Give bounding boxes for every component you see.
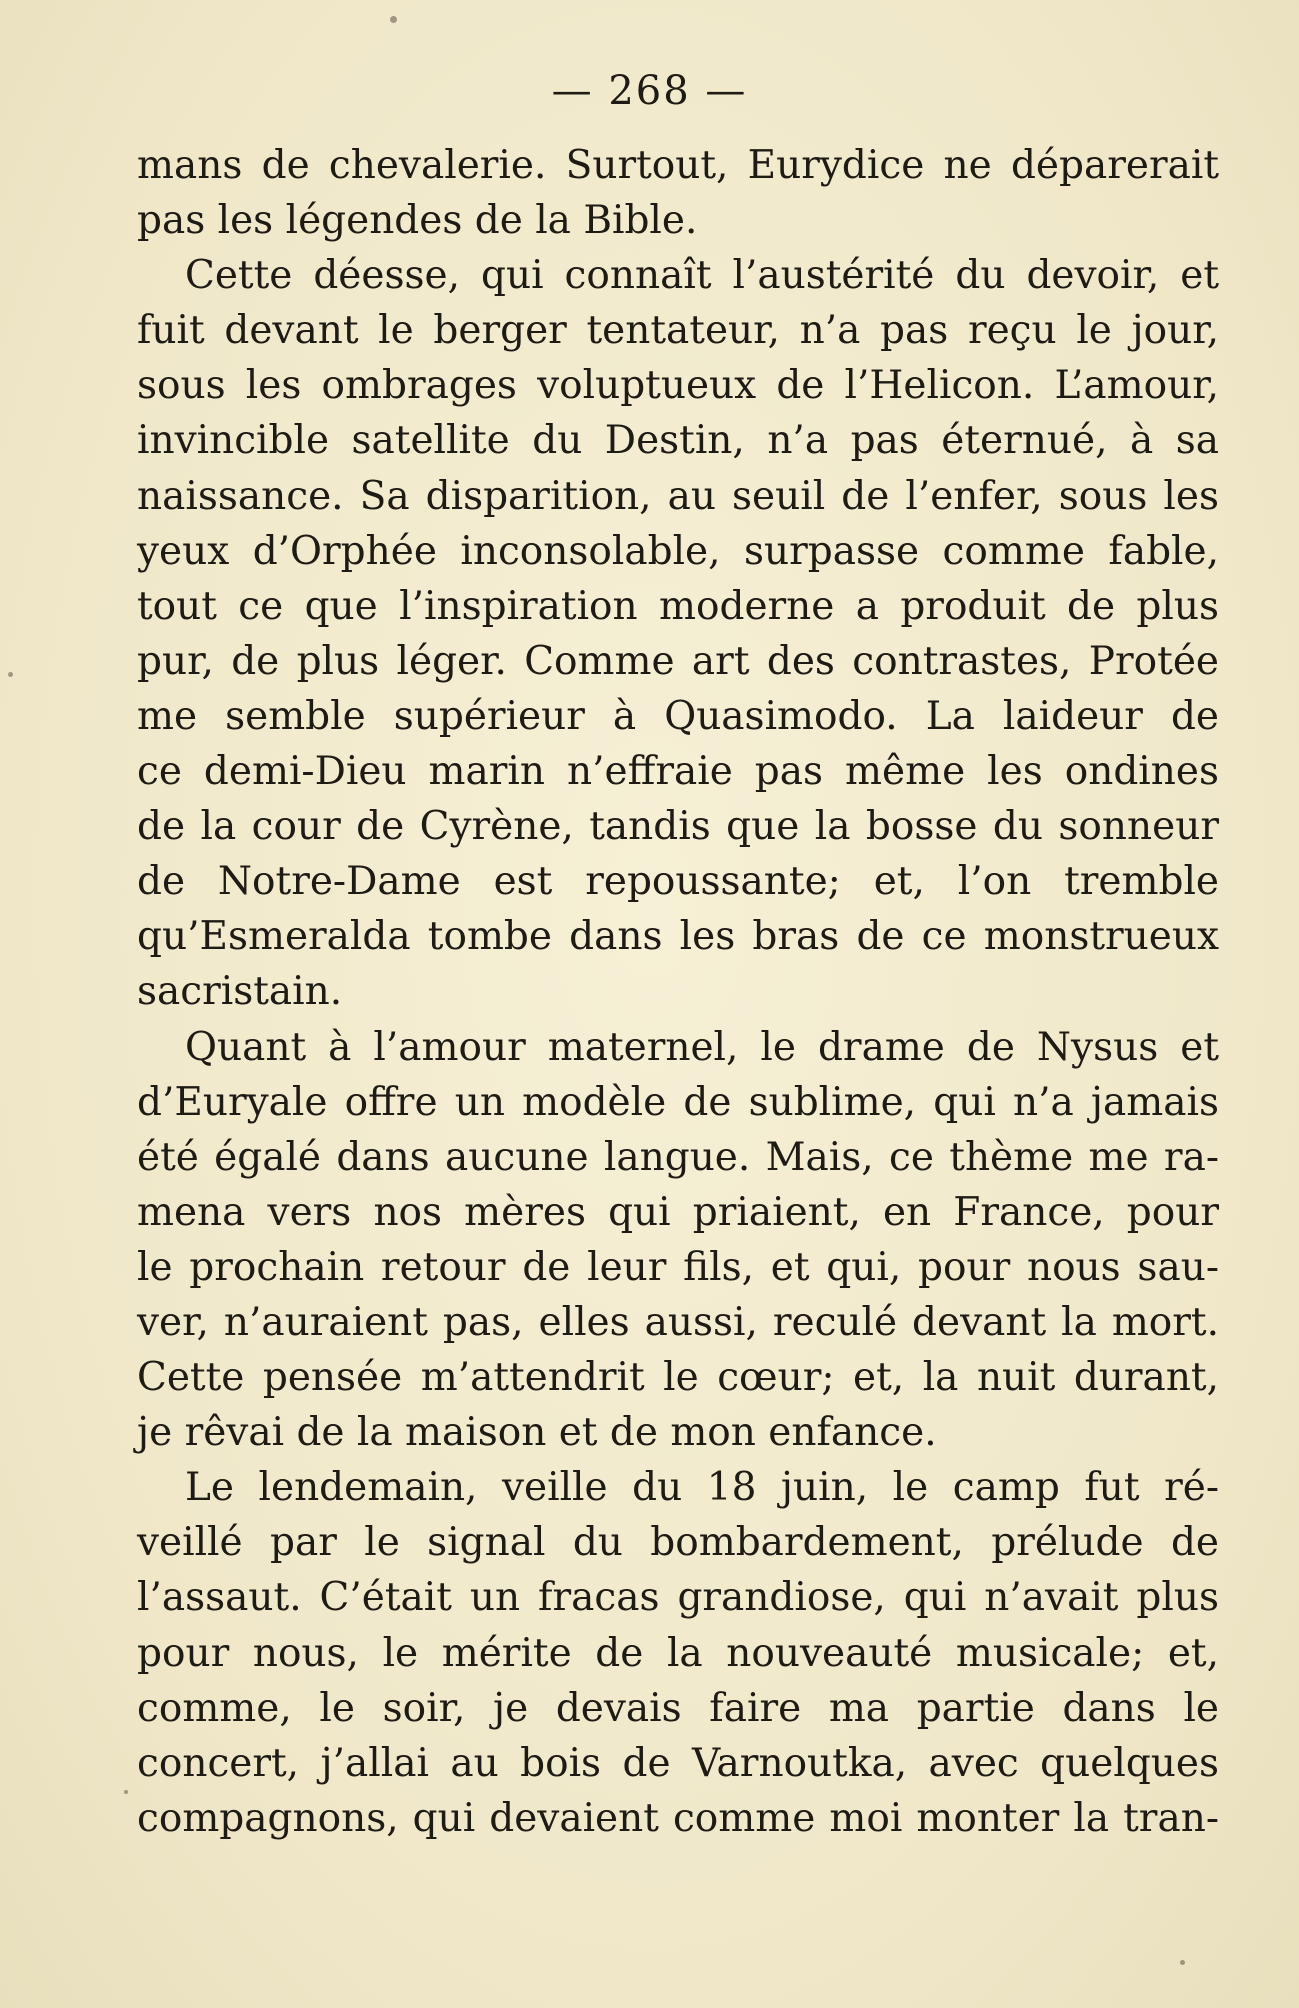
body-text — [137, 138, 1219, 1846]
paper-speck — [390, 16, 397, 23]
text-line: Cette déesse, qui connaît l’austérité du devoir, et — [185, 253, 1219, 299]
text-line: sacristain. — [137, 969, 343, 1015]
text-line: comme, le soir, je devais faire ma partie dans le — [137, 1685, 1219, 1731]
text-line: naissance. Sa disparition, au seuil de l’enfer, sous les — [137, 473, 1219, 519]
text-line: mans de chevalerie. Surtout, Eurydice ne déparerait — [137, 143, 1219, 188]
text-line: veillé par le signal du bombardement, prélude de — [137, 1520, 1219, 1566]
text-line: invincible satellite du Destin, n’a pas éternué, à sa — [137, 418, 1219, 464]
text-line: pour nous, le mérite de la nouveauté musicale; et, — [137, 1630, 1219, 1676]
text-line: sous les ombrages voluptueux de l’Helicon. L’amour, — [137, 363, 1219, 409]
text-line: ce demi-Dieu marin n’effraie pas même les ondines — [137, 749, 1219, 795]
paper-speck — [1180, 1960, 1185, 1965]
text-line: tout ce que l’inspiration moderne a produit de plus — [137, 583, 1219, 629]
text-line: Cette pensée m’attendrit le cœur; et, la nuit durant, — [137, 1355, 1219, 1401]
text-line: ver, n’auraient pas, elles aussi, reculé devant la mort. — [137, 1299, 1219, 1345]
text-line: je rêvai de la maison et de mon enfance. — [137, 1410, 937, 1456]
text-line: de Notre-Dame est repoussante; et, l’on tremble — [137, 859, 1219, 905]
text-line: mena vers nos mères qui priaient, en France, pour — [137, 1189, 1219, 1235]
text-line: pas les légendes de la Bible. — [137, 198, 698, 244]
text-line: compagnons, qui devaient comme moi monter la tran- — [137, 1795, 1219, 1841]
text-line: qu’Esmeralda tombe dans les bras de ce monstrueux — [137, 914, 1219, 960]
text-line: le prochain retour de leur fils, et qui, pour nous sau- — [137, 1244, 1219, 1290]
text-line: fuit devant le berger tentateur, n’a pas reçu le jour, — [137, 308, 1219, 354]
text-line: de la cour de Cyrène, tandis que la bosse du sonneur — [137, 804, 1219, 850]
text-line: yeux d’Orphée inconsolable, surpasse comme fable, — [137, 528, 1219, 574]
text-line: l’assaut. C’était un fracas grandiose, qui n’avait plus — [137, 1575, 1219, 1621]
paper-speck — [8, 672, 13, 677]
text-line: me semble supérieur à Quasimodo. La laideur de — [137, 693, 1219, 739]
text-line: concert, j’allai au bois de Varnoutka, avec quelques — [137, 1740, 1219, 1786]
text-line: Quant à l’amour maternel, le drame de Nysus et — [185, 1024, 1219, 1070]
paper-speck — [124, 1790, 128, 1794]
text-line: pur, de plus léger. Comme art des contrastes, Protée — [137, 638, 1219, 684]
text-line: Le lendemain, veille du 18 juin, le camp fut ré- — [185, 1465, 1219, 1511]
page-number: — 268 — — [551, 68, 748, 114]
text-line: été égalé dans aucune langue. Mais, ce thème me ra- — [137, 1134, 1219, 1180]
text-line: d’Euryale offre un modèle de sublime, qui n’a jamais — [137, 1079, 1219, 1125]
